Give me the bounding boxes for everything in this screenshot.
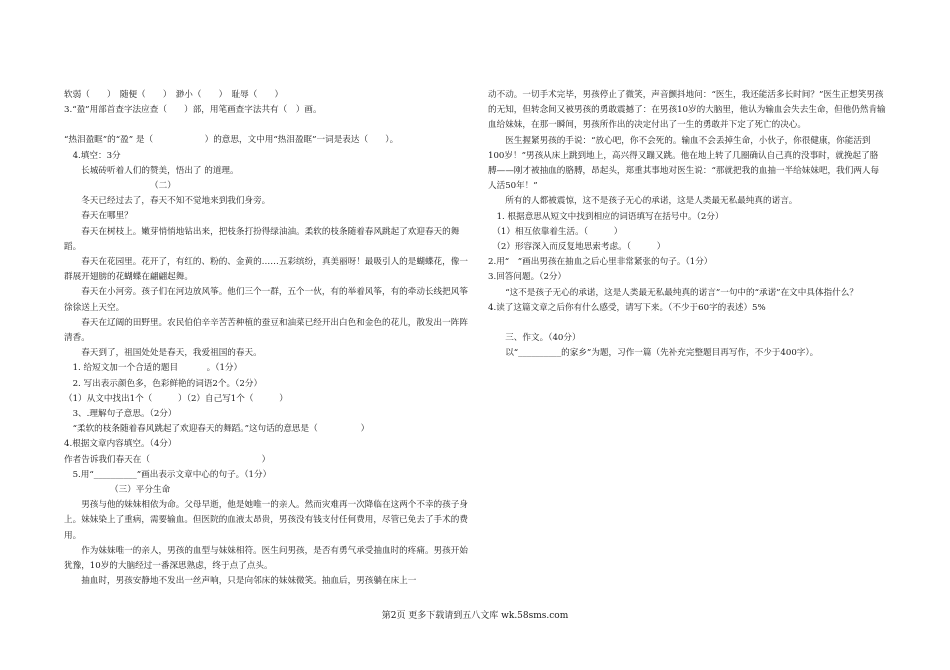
- composition-prompt: 以“__________的家乡”为题，习作一篇（先补充完整题目再写作，不少于400字）。: [488, 348, 819, 359]
- passage-3-para-3: 抽血时，男孩安静地不发出一丝声响，只是向邻床的妹妹微笑。抽血后，男孩躺在床上一: [64, 576, 417, 587]
- passage-3-para-4: 医生握紧男孩的手说：“放心吧，你不会死的。输血不会丢掉生命，小伙子，你很健康，你能活到100岁！”男孩从床上跳到地上，高兴得又蹦又跳。他在地上转了几圈确认自己真的没事时，就挽起了胳膊——刚才被抽血的胳膊，昂起头，郑重其事地对医生说：“那就把我的血抽一半给妹妹吧，我们两人每人活50年！”: [488, 135, 880, 192]
- section-3-heading: （三）平分生命: [110, 485, 171, 496]
- passage-3-para-5: 所有的人都被震惊，这不是孩子无心的承诺，这是人类最无私最纯真的诺言。: [488, 196, 798, 207]
- p2-question-3-sentence: “柔软的枝条随着春风跳起了欢迎春天的舞蹈。”这句话的意思是（ ）: [64, 424, 370, 435]
- p3-question-2: 2.用“ ”画出男孩在抽血之后心里非常紧张的句子。（1分）: [488, 257, 713, 268]
- left-column: [64, 88, 472, 590]
- passage-2-para-4: 春天在花园里。花开了，有红的、粉的、金黄的……五彩缤纷，真美丽呀！最吸引人的是蝴蝶花，像一群展开翅膀的花蝴蝶在翩翩起舞。: [64, 257, 468, 283]
- question-3-radical: 3.“盈”用部首查字法应查（ ）部，用笔画查字法共有（ ）画。: [64, 105, 322, 116]
- p2-question-5: 5.用“__________”画出表示文章中心的句子。（1分）: [64, 469, 272, 480]
- p3-question-3: 3.回答问题。（2分）: [488, 272, 567, 283]
- passage-2-para-3: 春天在树枝上。嫩芽悄悄地钻出来，把枝条打扮得绿油油。柔软的枝条随着春风跳起了欢迎春天的舞蹈。: [64, 226, 460, 252]
- p3-question-1-a: （1）相互依靠着生活。（ ）: [488, 226, 623, 237]
- question-4-heading: 4.填空：3分: [64, 150, 121, 161]
- question-3-meaning: “热泪盈眶”的“盈” 是（ ）的意思，文中用“热泪盈眶”一词是表达（ ）。: [64, 135, 399, 146]
- p3-question-4: 4.读了这篇文章之后你有什么感受，请写下来。（不少于60字的表述）5%: [488, 302, 766, 313]
- passage-3-para-3-cont: 动不动。一切手术完毕，男孩停止了微笑，声音颤抖地问：“医生，我还能活多长时间？”医生正想笑男孩的无知，但转念间又被男孩的勇敢震撼了：在男孩10岁的大脑里，他认为输血会失去生命，但他仍然肯输血给妹妹，在那一瞬间，男孩所作出的决定付出了一生的勇敢并下定了死亡的决心。: [488, 90, 886, 131]
- page-footer: 第2页 更多下载请到五八文库 wk.58sms.com: [381, 611, 569, 621]
- passage-2-para-6: 春天在辽阔的田野里。农民伯伯辛辛苦苦种植的蚕豆和油菜已经开出白色和金色的花儿，散发出一阵阵清香。: [64, 317, 468, 344]
- p3-question-1: 1. 根据意思从短文中找到相应的词语填写在括号中。（2分）: [488, 211, 724, 222]
- right-column: [488, 88, 886, 361]
- composition-heading: 三、作文。（40分）: [488, 333, 581, 344]
- p3-question-3-text: “这不是孩子无心的承诺，这是人类最无私最纯真的诺言”一句中的“承诺”在文中具体指什么？: [488, 287, 858, 298]
- section-2-heading: （二）: [150, 181, 176, 192]
- passage-2-para-7: 春天到了，祖国处处是春天，我爱祖国的春天。: [64, 348, 262, 359]
- p2-question-3: 3、.理解句子意思。（2分）: [64, 409, 177, 420]
- passage-3-para-1: 男孩与他的妹妹相依为命。父母早逝，他是她唯一的亲人。然而灾难再一次降临在这两个不幸的孩子身上。妹妹染上了重病，需要输血。但医院的血液太昂贵，男孩没有钱支付任何费用，尽管已免去了手术的费用。: [64, 500, 468, 541]
- passage-3-para-2: 作为妹妹唯一的亲人，男孩的血型与妹妹相符。医生问男孩，是否有勇气承受抽血时的疼痛。男孩开始犹豫，10岁的大脑经过一番深思熟虑，终于点了点头。: [64, 545, 468, 572]
- passage-2-para-1: 冬天已经过去了，春天不知不觉地来到我们身旁。: [64, 196, 271, 207]
- p2-question-2-blanks: （1）从文中找出1个（ ）（2）自己写1个（ ）: [64, 393, 288, 404]
- p2-question-4-blank: 作者告诉我们春天在（ ）: [64, 454, 271, 465]
- p3-question-1-b: （2）形容深入而反复地思索考虑。（ ）: [488, 242, 666, 253]
- p2-question-1: 1. 给短文加一个合适的题目 。（1分）: [64, 363, 243, 374]
- passage-2-para-5: 春天在小河旁。孩子们在河边放风筝。他们三个一群，五个一伙，有的举着风筝，有的牵动长线把风筝徐徐送上天空。: [64, 287, 468, 313]
- passage-2-para-2: 春天在哪里？: [64, 211, 133, 222]
- p2-question-2: 2. 写出表示颜色多，色彩鲜艳的词语2个。（2分）: [64, 378, 263, 389]
- question-4-fill: 长城砖听着人们的赞美，悟出了 的道理。: [64, 165, 239, 176]
- p2-question-4: 4.根据文章内容填空。（4分）: [64, 439, 177, 450]
- vocab-antonym-line: 软弱（ ） 随便（ ） 渺小（ ） 耻辱（ ）: [64, 90, 284, 100]
